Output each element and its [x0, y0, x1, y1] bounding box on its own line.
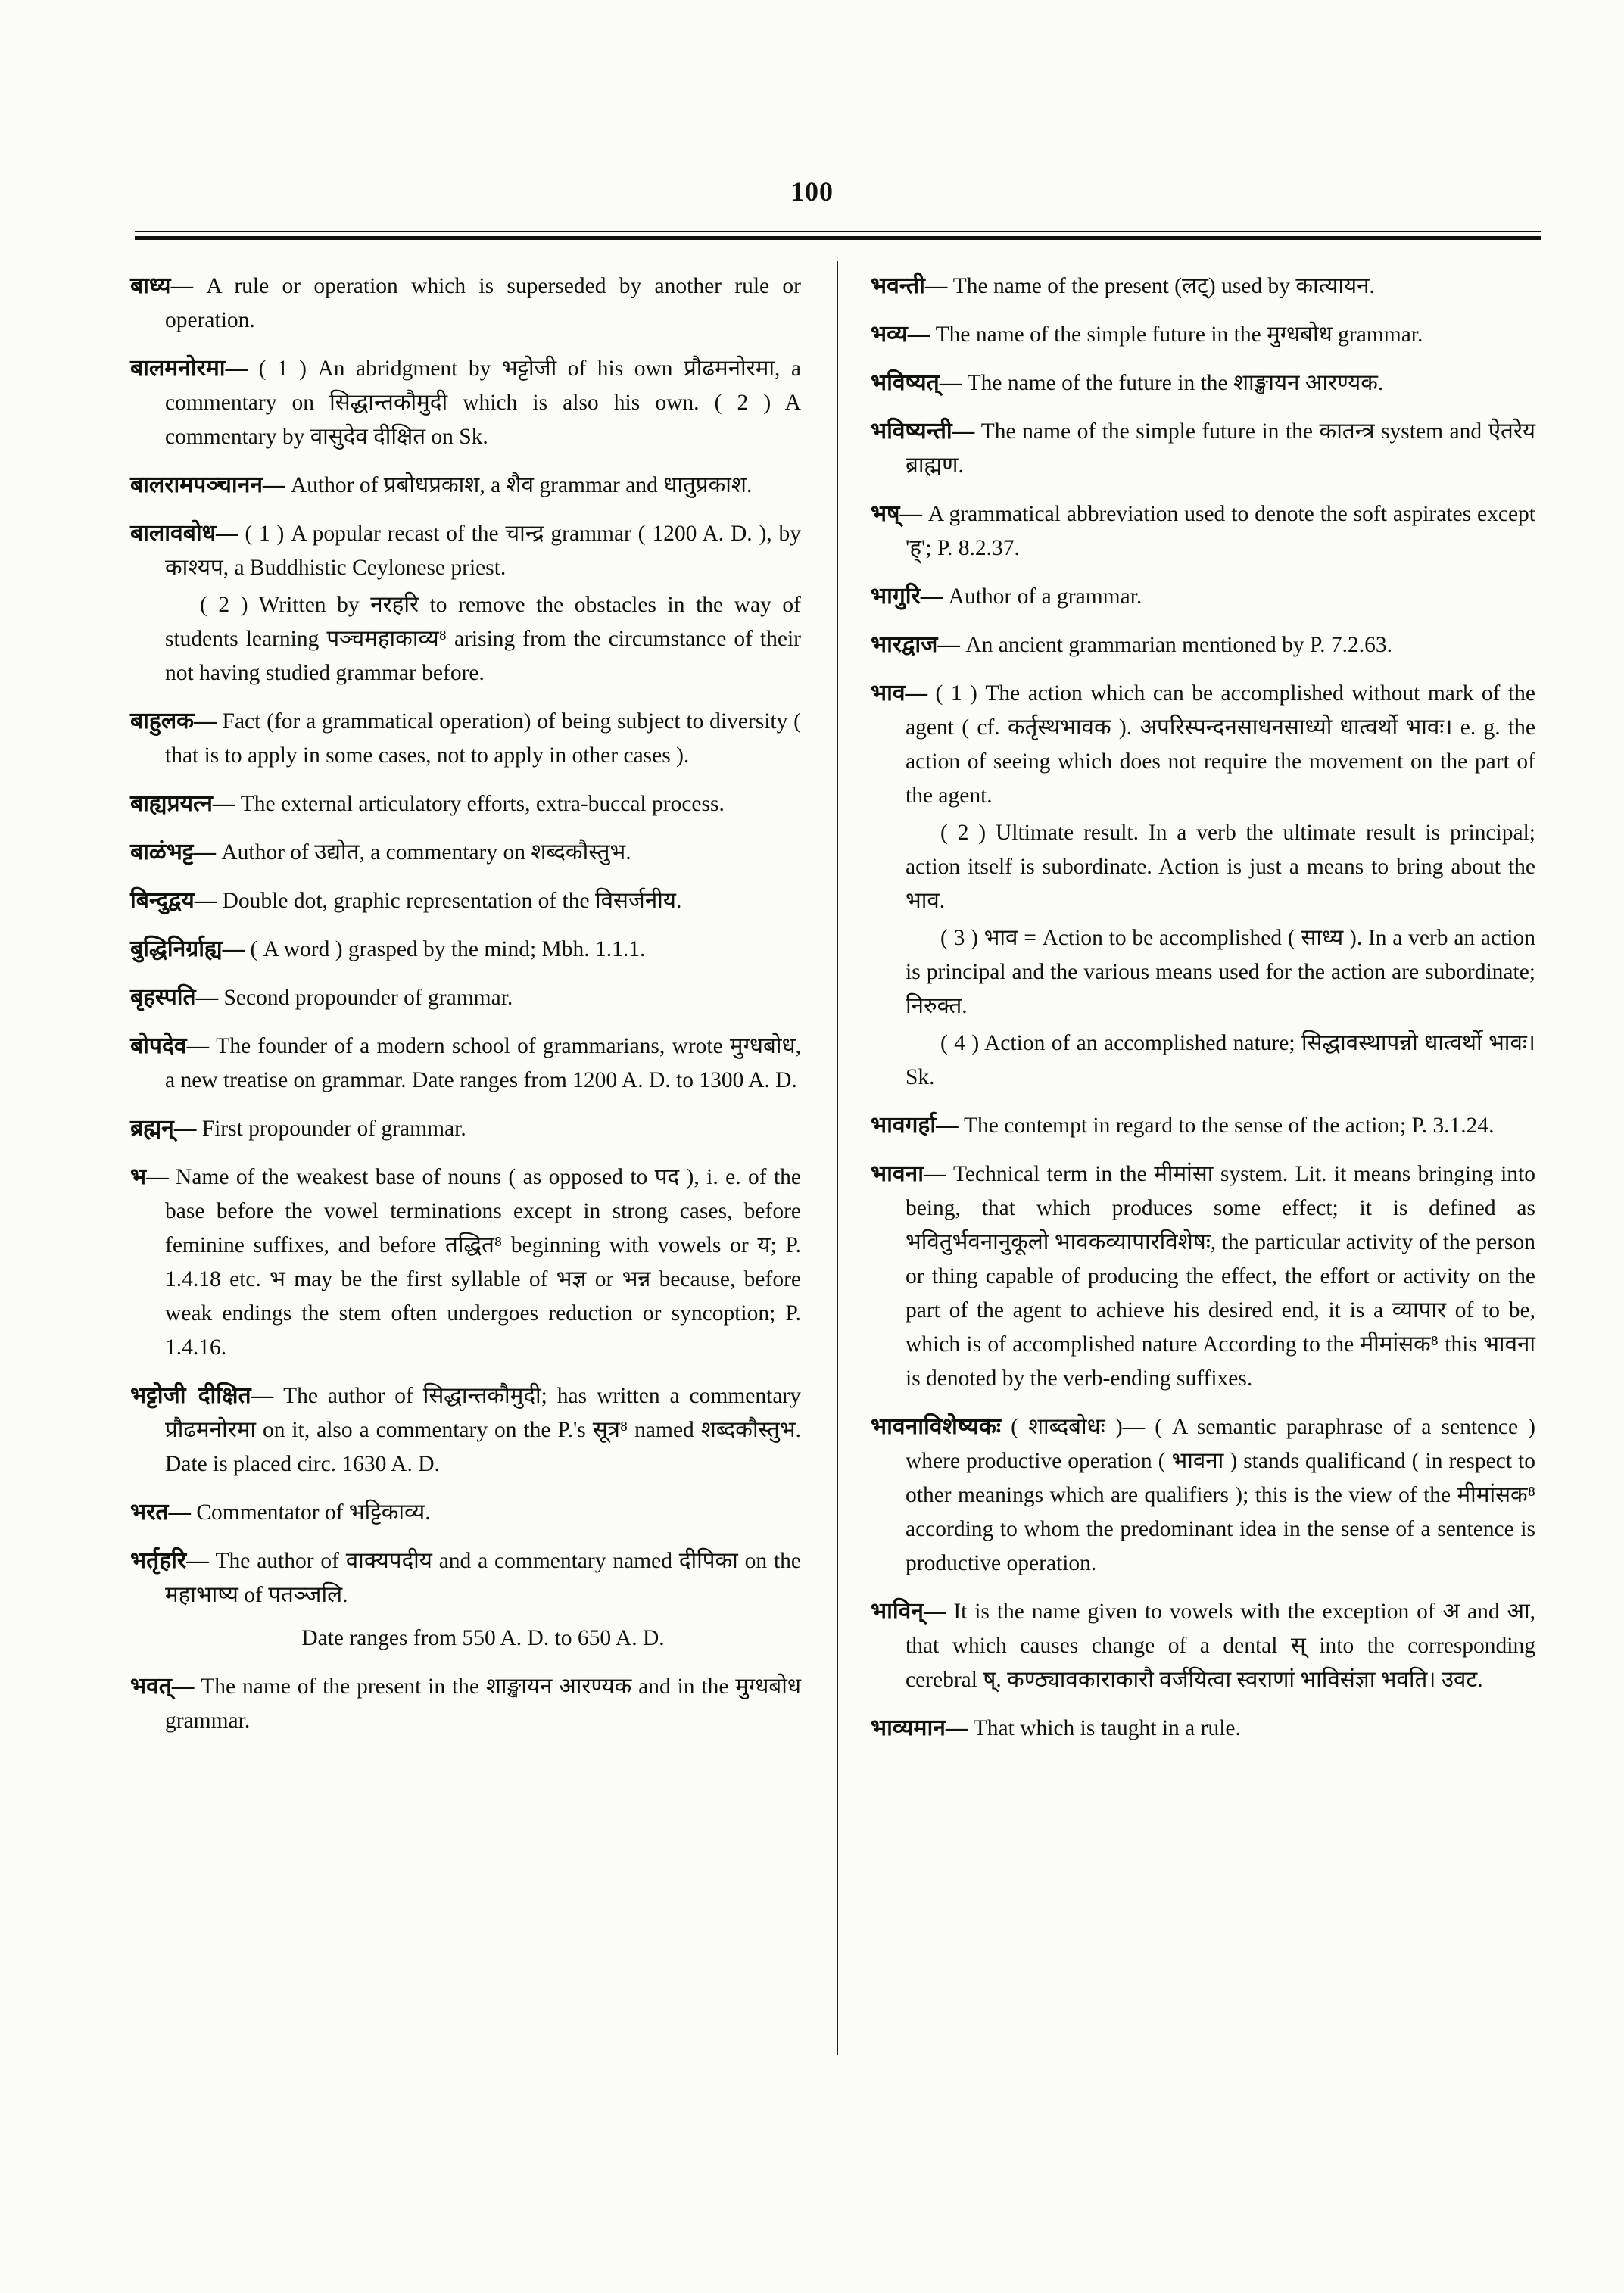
entry-headword: भव्य	[871, 321, 908, 347]
entry: बुद्धिनिर्ग्राह्य— ( A word ) grasped by the mind; Mbh. 1.1.1.	[130, 936, 646, 962]
entry-definition: The name of the present in the शाङ्खायन आरण्यक and in the मुग्धबोध grammar.	[165, 1675, 801, 1733]
entry-headword: बाध्य	[130, 273, 171, 299]
entry-subsense: ( 2 ) Ultimate result. In a verb the ultimate result is principal; action itself is subordinate. Action is just a means to bring about the भाव.	[906, 821, 1535, 913]
entry-headword: बालावबोध	[130, 520, 217, 547]
entry: भाव— ( 1 ) The action which can be accomplished without mark of the agent ( cf. कर्तृस्थभावक ). अपरिस्पन्दनसाधनसाध्यो धात्वर्थो भावः। e. g. the action of seeing which does not require the movement on the part of the agent. ( 2 ) Ultimate result. In a verb the ultimate result is principal; action itself is subordinate. Action is just a means to bring about the भाव. ( 3 ) भाव = Action to be accomplished ( साध्य ). In a verb an action is principal and the various means used for the action are subordinate; निरुक्त. ( 4 ) Action of an accomplished nature; सिद्धावस्थापन्नो धात्वर्थो भावः। Sk.	[871, 676, 1535, 1095]
entry: भ— Name of the weakest base of nouns ( as opposed to पद ), i. e. of the base before the vowel terminations except in strong cases, before feminine suffixes, and before तद्धित⁸ beginning with vowels or य; P. 1.4.18 etc. भ may be the first syllable of भज्ञ or भन्न because, before weak endings the stem often undergoes reduction or syncoption; P. 1.4.16.	[130, 1164, 802, 1360]
entry-definition: It is the name given to vowels with the exception of अ and आ, that which causes change of a dental स् into the corresponding cerebral ष्. कण्ठ्यावकाराकारौ वर्जयित्वा स्वराणां भाविसंज्ञा भवति। उवट.	[906, 1600, 1535, 1692]
entry-definition: Author of उद्योत, a commentary on शब्दकौस्तुभ.	[221, 840, 631, 865]
entry: बालरामपञ्चानन— Author of प्रबोधप्रकाश, a शैव grammar and धातुप्रकाश.	[130, 472, 753, 498]
entry-definition: First propounder of grammar.	[201, 1117, 466, 1141]
entry-headword: बाहुलक	[130, 708, 195, 734]
entry-headword: बालमनोरमा	[130, 355, 226, 382]
entry-headword: ब्रह्मन्	[130, 1115, 174, 1142]
entry-headword: भाव्यमान	[871, 1715, 946, 1741]
entry: बालमनोरमा— ( 1 ) An abridgment by भट्टोजी of his own प्रौढमनोरमा, a commentary on सिद्धान्तकौमुदी which is also his own. ( 2 ) A commentary by वासुदेव दीक्षित on Sk.	[130, 355, 801, 449]
entry-subsense: ( 4 ) Action of an accomplished nature; सिद्धावस्थापन्नो धात्वर्थो भावः। Sk.	[906, 1031, 1535, 1089]
entry-definition: Second propounder of grammar.	[223, 986, 513, 1010]
entry: भव्य— The name of the simple future in the मुग्धबोध grammar.	[871, 321, 1423, 347]
entry-definition: The external articulatory efforts, extra-buccal process.	[240, 792, 725, 816]
entry-definition: The contempt in regard to the sense of the action; P. 3.1.24.	[964, 1114, 1495, 1138]
entry-headword: भर्तृहरि	[130, 1547, 187, 1574]
entry-headword: भाव	[871, 680, 906, 706]
entry-headword: बिन्दुद्वय	[130, 887, 195, 914]
header-rule-thin	[135, 231, 1541, 232]
entry-headword: बालरामपञ्चानन	[130, 472, 263, 498]
entry-headword: भावगर्हा	[871, 1112, 937, 1139]
entry-headword: भविष्यन्ती	[871, 418, 952, 444]
entry-definition: The name of the simple future in the कातन्त्र system and ऐतरेय ब्राह्मण.	[906, 419, 1535, 478]
entry-definition: ( A word ) grasped by the mind; Mbh. 1.1.1.	[250, 937, 646, 961]
entry-definition: ( शाब्दबोधः )— ( A semantic paraphrase of a sentence ) where productive operation ( भावना ) stands qualificand ( in respect to other meanings which are qualifiers ); this is the view of the मीमांसक⁸ according to whom the predominant idea in the sense of a sentence is productive operation.	[906, 1415, 1535, 1575]
entry: भाव्यमान— That which is taught in a rule.	[871, 1715, 1241, 1741]
entry-subsense: ( 2 ) Written by नरहरि to remove the obstacles in the way of students learning पञ्चमहाकाव्य⁸ arising from the circumstance of their not having studied grammar before.	[165, 593, 801, 685]
entry: भावना— Technical term in the मीमांसा system. Lit. it means bringing into being, that which produces some effect; it is defined as भवितुर्भवनानुकूलो भावकव्यापारविशेषः, the particular activity of the person or thing capable of producing the effect, the effort or activity on the part of the agent to achieve his desired end, it is a व्यापार of to be, which is of accomplished nature According to the मीमांसक⁸ this भावना is denoted by the verb-ending suffixes.	[871, 1161, 1536, 1391]
entry-headword: भावना	[871, 1161, 924, 1187]
entry-definition: The founder of a modern school of grammarians, wrote मुग्धबोध, a new treatise on grammar. Date ranges from 1200 A. D. to 1300 A. D.	[165, 1034, 801, 1092]
entry-headword: बुद्धिनिर्ग्राह्य	[130, 936, 223, 962]
entry: बिन्दुद्वय— Double dot, graphic representation of the विसर्जनीय.	[130, 887, 682, 914]
entry-headword: भाविन्	[871, 1598, 924, 1625]
entry: भवत्— The name of the present in the शाङ्खायन आरण्यक and in the मुग्धबोध grammar.	[130, 1673, 801, 1733]
entry-definition: Double dot, graphic representation of the विसर्जनीय.	[222, 889, 682, 913]
entry-definition: Fact (for a grammatical operation) of being subject to diversity ( that is to apply in some cases, not to apply in other cases ).	[165, 709, 802, 768]
entry: बाहुलक— Fact (for a grammatical operation) of being subject to diversity ( that is to apply in some cases, not to apply in other cases ).	[130, 708, 802, 768]
entry-definition: ( 1 ) A popular recast of the चान्द्र grammar ( 1200 A. D. ), by काश्यप, a Buddhistic Ceylonese priest.	[165, 522, 801, 580]
entry: भागुरि— Author of a grammar.	[871, 583, 1142, 609]
entry-headword: बाह्यप्रयत्न	[130, 790, 213, 817]
page-number: 100	[790, 176, 834, 207]
entry-definition: That which is taught in a rule.	[973, 1716, 1241, 1740]
entry: भर्तृहरि— The author of वाक्यपदीय and a commentary named दीपिका on the महाभाष्य of पतञ्जलि. Date ranges from 550 A. D. to 650 A. D.	[130, 1544, 801, 1656]
entry: बाह्यप्रयत्न— The external articulatory efforts, extra-buccal process.	[130, 790, 725, 817]
entry-headword: भावनाविशेष्यकः	[871, 1413, 1001, 1440]
entry-definition: Commentator of भट्टिकाव्य.	[196, 1500, 431, 1525]
entry: भाविन्— It is the name given to vowels with the exception of अ and आ, that which causes change of a dental स् into the corresponding cerebral ष्. कण्ठ्यावकाराकारौ वर्जयित्वा स्वराणां भाविसंज्ञा भवति। उवट.	[871, 1598, 1535, 1692]
entry-headword: भट्टोजी दीक्षित	[130, 1382, 251, 1409]
entry-definition: Name of the weakest base of nouns ( as opposed to पद ), i. e. of the base before the vowel terminations except in strong cases, before feminine suffixes, and before तद्धित⁸ beginning with vowels or य; P. 1.4.18 etc. भ may be the first syllable of भज्ञ or भन्न because, before weak endings the stem often undergoes reduction or syncoption; P. 1.4.16.	[165, 1165, 802, 1360]
entry-definition: Author of प्रबोधप्रकाश, a शैव grammar and धातुप्रकाश.	[290, 473, 753, 497]
entry-definition: ( 1 ) The action which can be accomplished without mark of the agent ( cf. कर्तृस्थभावक ). अपरिस्पन्दनसाधनसाध्यो धात्वर्थो भावः। e. g. the action of seeing which does not require the movement on the part of the agent.	[906, 681, 1536, 808]
entry-headword: भष्	[871, 500, 900, 527]
left-column	[130, 269, 801, 1752]
entry: भविष्यत्— The name of the future in the शाङ्खायन आरण्यक.	[871, 369, 1384, 396]
entry-headword: भागुरि	[871, 583, 921, 609]
entry: भट्टोजी दीक्षित— The author of सिद्धान्तकौमुदी; has written a commentary प्रौढमनोरमा on it, also a commentary on the P.'s सूत्र⁸ named शब्दकौस्तुभ. Date is placed circ. 1630 A. D.	[130, 1382, 801, 1476]
entry-definition: Technical term in the मीमांसा system. Lit. it means bringing into being, that which produces some effect; it is defined as भवितुर्भवनानुकूलो भावकव्यापारविशेषः, the particular activity of the person or thing capable of producing the effect, the effort or activity on the part of the agent to achieve his desired end, it is a व्यापार of to be, which is of accomplished nature According to the मीमांसक⁸ this भावना is denoted by the verb-ending suffixes.	[906, 1162, 1536, 1391]
entry: ब्रह्मन्— First propounder of grammar.	[130, 1115, 466, 1142]
entry-definition: The name of the future in the शाङ्खायन आरण्यक.	[967, 371, 1384, 395]
entry-definition: The name of the simple future in the मुग्धबोध grammar.	[935, 322, 1423, 347]
entry-definition: The author of वाक्यपदीय and a commentary named दीपिका on the महाभाष्य of पतञ्जलि.	[165, 1549, 801, 1607]
entry-headword: बृहस्पति	[130, 984, 196, 1011]
entry: बृहस्पति— Second propounder of grammar.	[130, 984, 513, 1011]
entry: भरत— Commentator of भट्टिकाव्य.	[130, 1499, 431, 1525]
entry-date-note: Date ranges from 550 A. D. to 650 A. D.	[301, 1626, 665, 1650]
entry: बालावबोध— ( 1 ) A popular recast of the चान्द्र grammar ( 1200 A. D. ), by काश्यप, a Buddhistic Ceylonese priest. ( 2 ) Written by नरहरि to remove the obstacles in the way of students learning पञ्चमहाकाव्य⁸ arising from the circumstance of their not having studied grammar before.	[130, 516, 801, 690]
entry-headword: भ	[130, 1164, 147, 1190]
entry-headword: भरत	[130, 1499, 169, 1525]
entry: बाध्य— A rule or operation which is superseded by another rule or operation.	[130, 273, 802, 332]
entry: भारद्वाज— An ancient grammarian mentioned by P. 7.2.63.	[871, 631, 1392, 658]
entry-definition: A rule or operation which is superseded by another rule or operation.	[165, 274, 802, 332]
entry-subsense: ( 3 ) भाव = Action to be accomplished ( साध्य ). In a verb an action is principal and the various means used for the action are subordinate; निरुक्त.	[906, 926, 1535, 1018]
entry: भष्— A grammatical abbreviation used to denote the soft aspirates except 'ह्'; P. 8.2.37.	[871, 500, 1535, 560]
entry-headword: बाळंभट्ट	[130, 839, 194, 865]
entry	[871, 1410, 1535, 1581]
entry-definition: Author of a grammar.	[948, 584, 1142, 609]
entry-headword: भविष्यत्	[871, 369, 940, 396]
entry: भविष्यन्ती— The name of the simple future in the कातन्त्र system and ऐतरेय ब्राह्मण.	[871, 418, 1535, 478]
header-rule-thick	[135, 236, 1541, 240]
column-divider	[837, 261, 838, 2055]
entry: भवन्ती— The name of the present (लट्) used by कात्यायन.	[871, 273, 1375, 299]
right-column	[871, 269, 1535, 1759]
entry-definition: An ancient grammarian mentioned by P. 7.2.63.	[965, 633, 1392, 657]
entry: बाळंभट्ट— Author of उद्योत, a commentary on शब्दकौस्तुभ.	[130, 839, 631, 865]
entry-headword: भवत्	[130, 1673, 172, 1699]
entry-headword: बोपदेव	[130, 1033, 187, 1059]
entry-definition: The author of सिद्धान्तकौमुदी; has written a commentary प्रौढमनोरमा on it, also a commentary on the P.'s सूत्र⁸ named शब्दकौस्तुभ. Date is placed circ. 1630 A. D.	[165, 1384, 801, 1476]
entry-headword: भवन्ती	[871, 273, 925, 299]
entry-definition: A grammatical abbreviation used to denote the soft aspirates except 'ह्'; P. 8.2.37.	[906, 502, 1535, 560]
entry: भावगर्हा— The contempt in regard to the sense of the action; P. 3.1.24.	[871, 1112, 1495, 1139]
entry-definition: ( 1 ) An abridgment by भट्टोजी of his own प्रौढमनोरमा, a commentary on सिद्धान्तकौमुदी which is also his own. ( 2 ) A commentary by वासुदेव दीक्षित on Sk.	[165, 357, 801, 449]
entry: बोपदेव— The founder of a modern school of grammarians, wrote मुग्धबोध, a new treatise on grammar. Date ranges from 1200 A. D. to 1300 A. D.	[130, 1033, 801, 1092]
entry-definition: The name of the present (लट्) used by कात्यायन.	[952, 274, 1375, 298]
entry-headword: भारद्वाज	[871, 631, 938, 658]
